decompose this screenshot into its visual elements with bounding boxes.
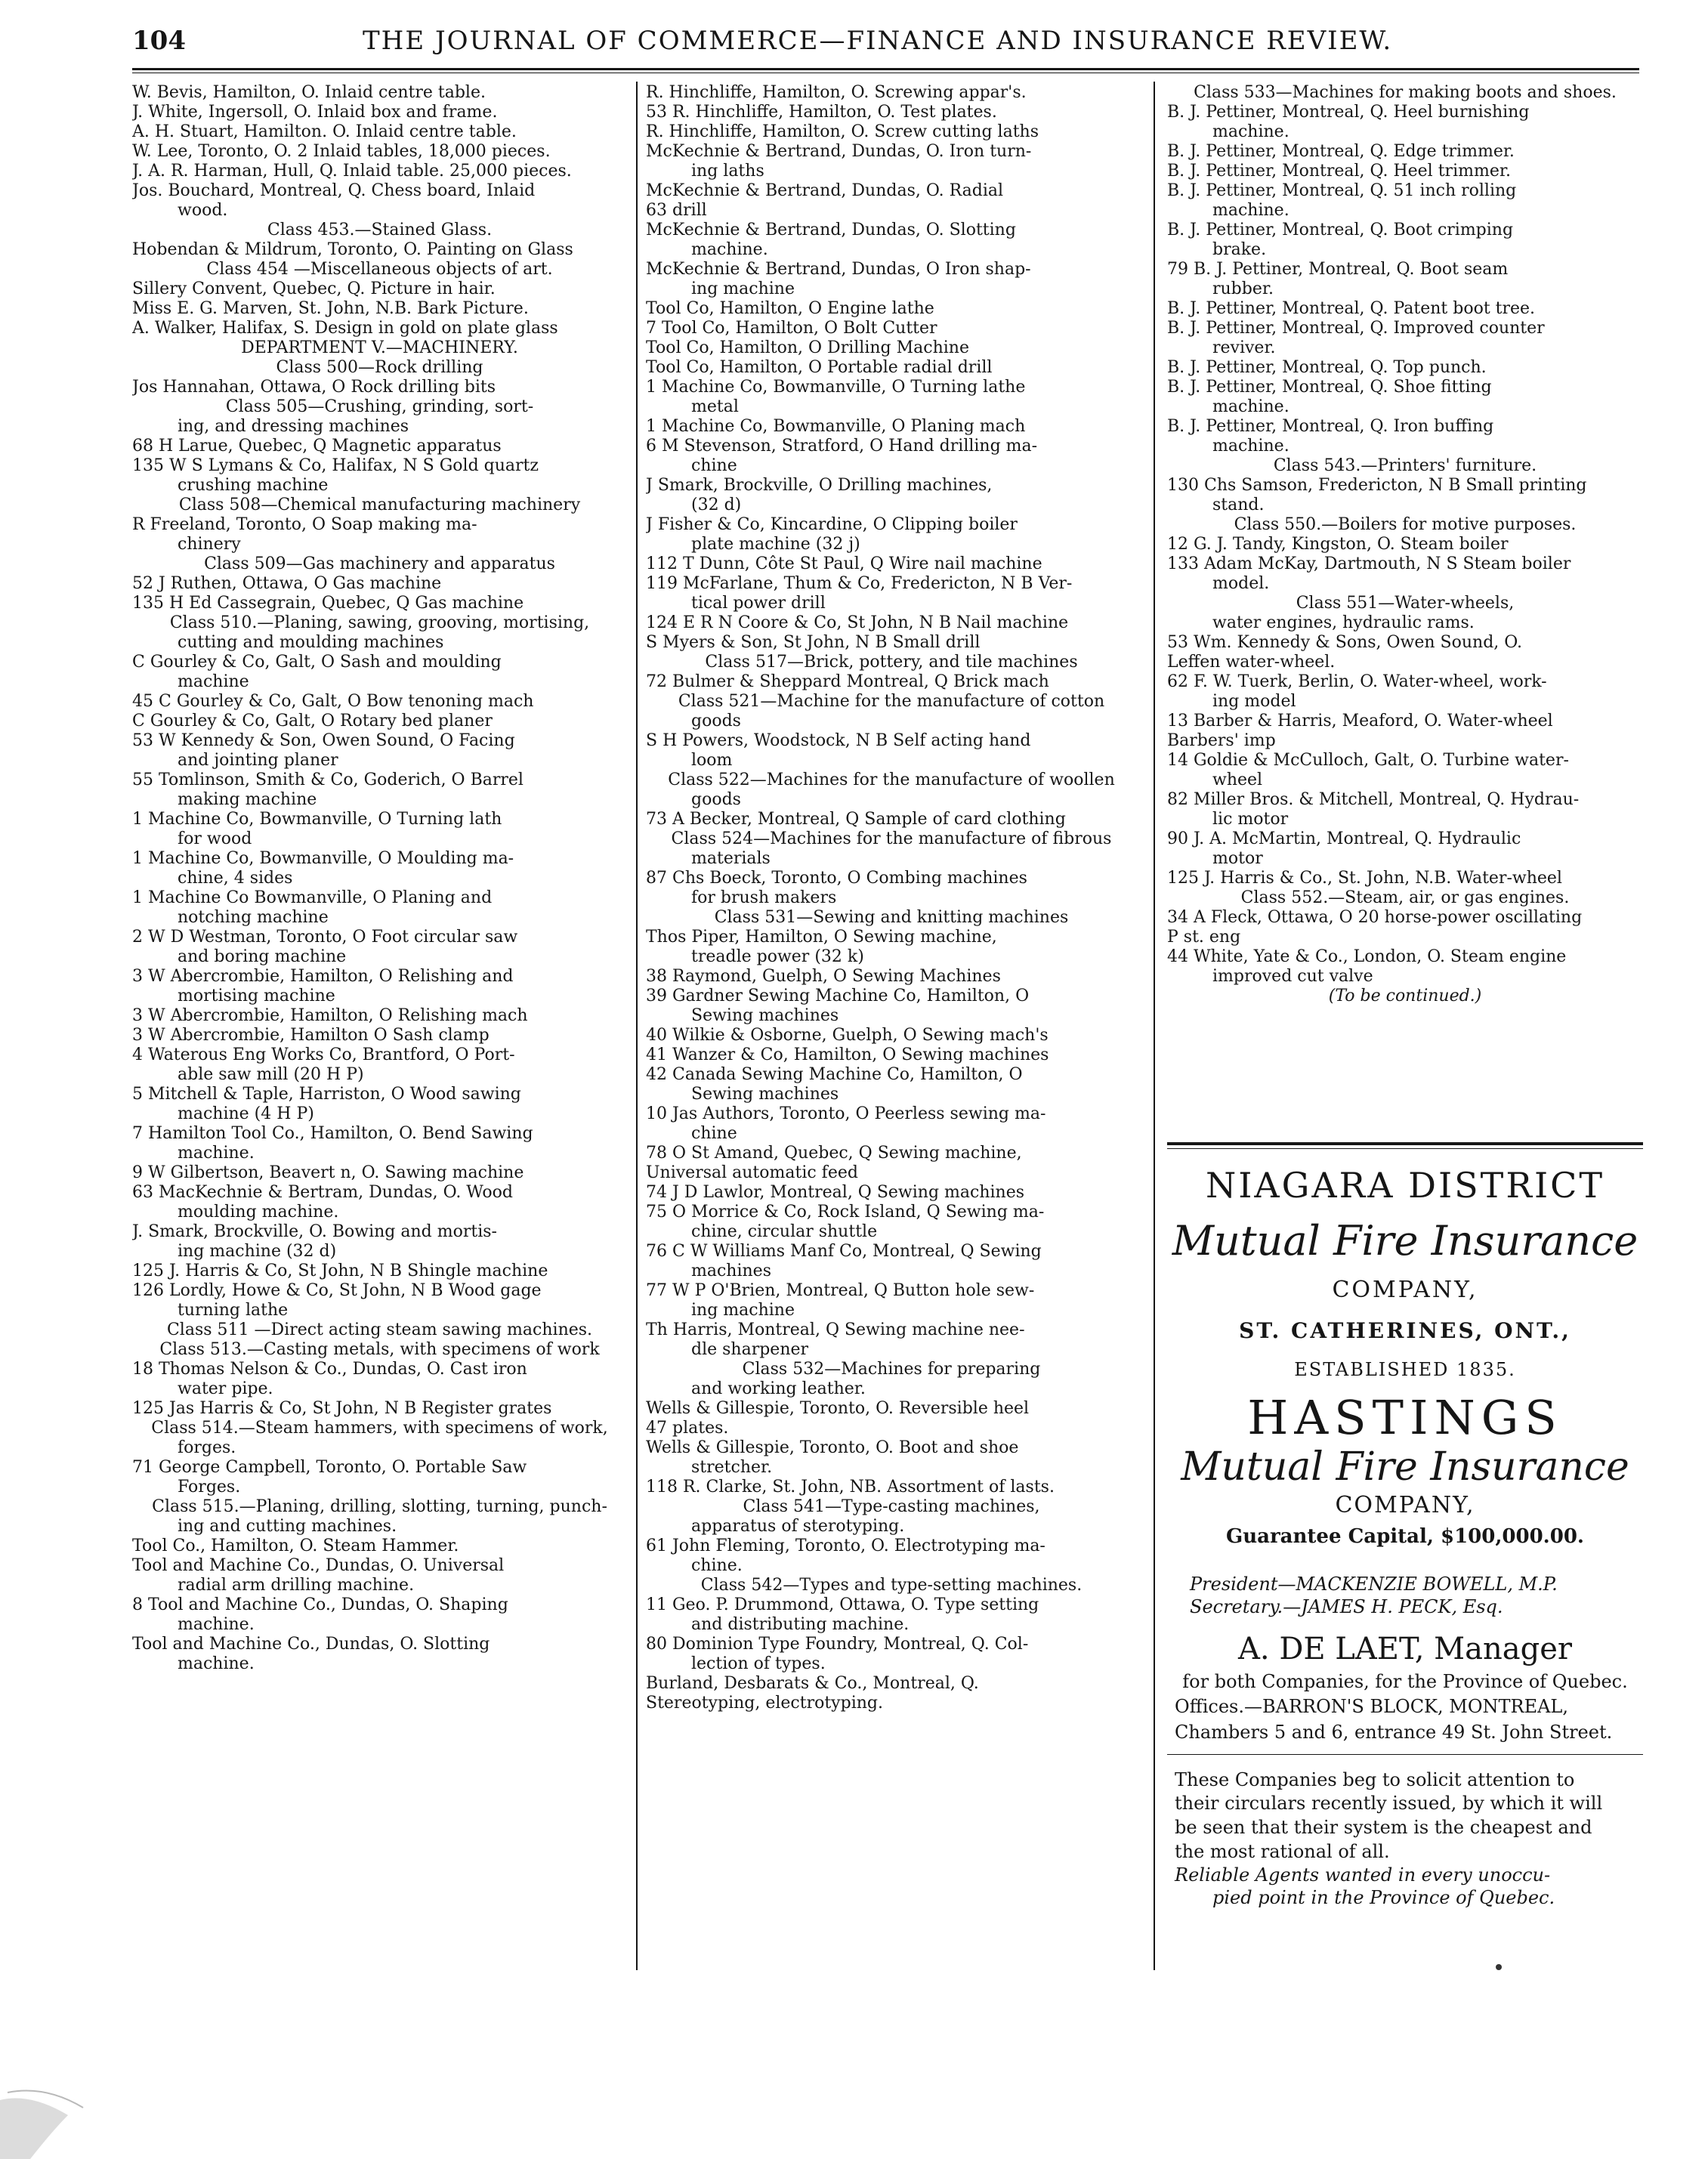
text-line: Class 500—Rock drilling xyxy=(276,358,483,377)
text-line: 61 John Fleming, Toronto, O. Electrotyping ma- xyxy=(646,1537,1045,1555)
text-line: 55 Tomlinson, Smith & Co, Goderich, O Barrel xyxy=(132,771,524,789)
text-line: S H Powers, Woodstock, N B Self acting hand xyxy=(646,731,1031,750)
text-line: 90 J. A. McMartin, Montreal, Q. Hydraulic xyxy=(1167,829,1521,848)
text-line: B. J. Pettiner, Montreal, Q. Shoe fitting xyxy=(1167,378,1492,397)
column-divider-1 xyxy=(636,82,638,1970)
text-line: A. Walker, Halifax, S. Design in gold on plate glass xyxy=(132,319,558,338)
text-line: Class 521—Machine for the manufacture of cotton xyxy=(678,692,1105,711)
text-line: B. J. Pettiner, Montreal, Q. Top punch. xyxy=(1167,358,1487,377)
text-line: Class 509—Gas machinery and apparatus xyxy=(204,554,555,573)
ad-president: President—MACKENZIE BOWELL, M.P. xyxy=(1190,1574,1558,1595)
text-line: 75 O Morrice & Co, Rock Island, Q Sewing ma- xyxy=(646,1203,1045,1222)
text-line: McKechnie & Bertrand, Dundas, O. Iron turn- xyxy=(646,142,1032,161)
text-line: Sillery Convent, Quebec, Q. Picture in hair. xyxy=(132,280,496,298)
text-line: Burland, Desbarats & Co., Montreal, Q. xyxy=(646,1674,979,1693)
text-line: 125 J. Harris & Co., St. John, N.B. Water-wheel xyxy=(1167,869,1562,888)
text-line: machine. xyxy=(178,1654,255,1673)
text-line: notching machine xyxy=(178,908,329,927)
text-line: model. xyxy=(1212,574,1270,593)
text-line: B. J. Pettiner, Montreal, Q. Improved counter xyxy=(1167,319,1545,338)
text-line: 1 Machine Co, Bowmanville, O Turning lathe xyxy=(646,378,1026,397)
ad-chambers: Chambers 5 and 6, entrance 49 St. John Street. xyxy=(1175,1722,1613,1743)
text-line: wood. xyxy=(178,201,228,220)
text-line: 1 Machine Co Bowmanville, O Planing and xyxy=(132,888,493,907)
ad-capital: Guarantee Capital, $100,000.00. xyxy=(1226,1525,1584,1548)
text-line: machine. xyxy=(1212,437,1289,456)
text-line: 62 F. W. Tuerk, Berlin, O. Water-wheel, work- xyxy=(1167,672,1547,691)
text-line: Class 541—Type-casting machines, xyxy=(743,1497,1040,1516)
text-line: 87 Chs Boeck, Toronto, O Combing machines xyxy=(646,869,1027,888)
text-line: reviver. xyxy=(1212,338,1276,357)
text-line: machine. xyxy=(178,1144,255,1163)
text-line: water pipe. xyxy=(178,1379,273,1398)
text-line: water engines, hydraulic rams. xyxy=(1212,613,1475,632)
paper-stain-mark xyxy=(0,2070,98,2159)
text-line: R Freeland, Toronto, O Soap making ma- xyxy=(132,515,477,534)
text-line: 78 O St Amand, Quebec, Q Sewing machine, xyxy=(646,1144,1022,1163)
text-line: R. Hinchliffe, Hamilton, O. Screwing appar's. xyxy=(646,83,1027,102)
text-line: stand. xyxy=(1212,496,1265,514)
page-number: 104 xyxy=(132,26,186,56)
text-line: 52 J Ruthen, Ottawa, O Gas machine xyxy=(132,574,442,593)
text-line: brake. xyxy=(1212,240,1267,259)
text-line: Universal automatic feed xyxy=(646,1163,858,1182)
text-line: loom xyxy=(691,751,733,770)
text-line: motor xyxy=(1212,849,1263,868)
ad-agents-1: Reliable Agents wanted in every unoccu- xyxy=(1175,1864,1551,1886)
text-line: 53 R. Hinchliffe, Hamilton, O. Test plates. xyxy=(646,103,997,122)
text-line: rubber. xyxy=(1212,280,1274,298)
text-line: and distributing machine. xyxy=(691,1615,910,1634)
text-line: ing laths xyxy=(691,162,764,181)
text-line: machine. xyxy=(691,240,768,259)
text-line: mortising machine xyxy=(178,987,335,1005)
text-line: and boring machine xyxy=(178,947,347,966)
text-line: 126 Lordly, Howe & Co, St John, N B Wood gage xyxy=(132,1281,542,1300)
text-line: 3 W Abercrombie, Hamilton O Sash clamp xyxy=(132,1026,490,1045)
text-line: Tool Co, Hamilton, O Portable radial drill xyxy=(646,358,993,377)
column-left xyxy=(132,83,627,1674)
text-line: 1 Machine Co, Bowmanville, O Turning lath xyxy=(132,810,502,829)
header-rule xyxy=(132,68,1639,70)
text-line: Wells & Gillespie, Toronto, O. Boot and shoe xyxy=(646,1438,1019,1457)
text-line: S Myers & Son, St John, N B Small drill xyxy=(646,633,981,652)
ad-niagara-subtitle: Mutual Fire Insurance xyxy=(1172,1217,1639,1265)
text-line: 8 Tool and Machine Co., Dundas, O. Shaping xyxy=(132,1595,508,1614)
text-line: 135 H Ed Cassegrain, Quebec, Q Gas machine xyxy=(132,594,524,613)
text-line: W. Lee, Toronto, O. 2 Inlaid tables, 18,000 pieces. xyxy=(132,142,551,161)
text-line: McKechnie & Bertrand, Dundas, O. Radial xyxy=(646,181,1004,200)
text-line: 74 J D Lawlor, Montreal, Q Sewing machines xyxy=(646,1183,1025,1202)
ad-secretary: Secretary.—JAMES H. PECK, Esq. xyxy=(1190,1596,1503,1617)
text-line: metal xyxy=(691,397,739,416)
ad-for-both: for both Companies, for the Province of Quebec. xyxy=(1182,1671,1628,1692)
text-line: 125 Jas Harris & Co, St John, N B Register grates xyxy=(132,1399,552,1418)
text-line: 44 White, Yate & Co., London, O. Steam engine xyxy=(1167,947,1567,966)
text-line: Sewing machines xyxy=(691,1085,839,1104)
text-line: 68 H Larue, Quebec, Q Magnetic apparatus xyxy=(132,437,502,456)
text-line: 12 G. J. Tandy, Kingston, O. Steam boiler xyxy=(1167,535,1509,554)
page-header xyxy=(132,26,1639,59)
text-line: chinery xyxy=(178,535,241,554)
text-line: Jos Hannahan, Ottawa, O Rock drilling bits xyxy=(132,378,496,397)
text-line: Thos Piper, Hamilton, O Sewing machine, xyxy=(646,928,997,947)
text-line: W. Bevis, Hamilton, O. Inlaid centre table. xyxy=(132,83,486,102)
text-line: Class 550.—Boilers for motive purposes. xyxy=(1234,515,1577,534)
text-line: apparatus of sterotyping. xyxy=(691,1517,905,1536)
text-line: 119 McFarlane, Thum & Co, Fredericton, N B Ver- xyxy=(646,574,1073,593)
text-line: dle sharpener xyxy=(691,1340,809,1359)
text-line: B. J. Pettiner, Montreal, Q. Heel burnishing xyxy=(1167,103,1530,122)
text-line: ing machine (32 d) xyxy=(178,1242,337,1261)
ad-manager: A. DE LAET, Manager xyxy=(1238,1632,1572,1666)
text-line: 63 MacKechnie & Bertram, Dundas, O. Wood xyxy=(132,1183,514,1202)
text-line: 73 A Becker, Montreal, Q Sample of card clothing xyxy=(646,810,1066,829)
text-line: Stereotyping, electrotyping. xyxy=(646,1694,883,1713)
text-line: J. White, Ingersoll, O. Inlaid box and frame. xyxy=(132,103,498,122)
ad-niagara-company: COMPANY, xyxy=(1332,1277,1478,1303)
text-line: machine. xyxy=(1212,201,1289,220)
text-line: chine. xyxy=(691,1556,743,1575)
text-line: 79 B. J. Pettiner, Montreal, Q. Boot seam xyxy=(1167,260,1509,279)
text-line: B. J. Pettiner, Montreal, Q. Boot crimping xyxy=(1167,221,1514,239)
text-line: 6 M Stevenson, Stratford, O Hand drilling ma- xyxy=(646,437,1038,456)
column-right xyxy=(1167,83,1643,1006)
text-line: Class 511 —Direct acting steam sawing machines. xyxy=(166,1320,593,1339)
text-line: goods xyxy=(691,790,741,809)
text-line: 41 Wanzer & Co, Hamilton, O Sewing machines xyxy=(646,1046,1049,1064)
text-line: Class 551—Water-wheels, xyxy=(1296,594,1515,613)
text-line: B. J. Pettiner, Montreal, Q. Heel trimmer. xyxy=(1167,162,1511,181)
text-line: J. Smark, Brockville, O. Bowing and mortis- xyxy=(132,1222,497,1241)
journal-title: THE JOURNAL OF COMMERCE—FINANCE AND INSURANCE REVIEW. xyxy=(363,26,1393,56)
text-line: chine xyxy=(691,456,737,475)
column-divider-2 xyxy=(1154,82,1155,1970)
ad-inner-rule xyxy=(1167,1754,1643,1755)
text-line: (To be continued.) xyxy=(1328,987,1482,1005)
text-line: ing model xyxy=(1212,692,1296,711)
text-line: 11 Geo. P. Drummond, Ottawa, O. Type setting xyxy=(646,1595,1039,1614)
text-line: C Gourley & Co, Galt, O Rotary bed planer xyxy=(132,712,493,730)
text-line: Leffen water-wheel. xyxy=(1167,653,1336,672)
text-line: Class 552.—Steam, air, or gas engines. xyxy=(1240,888,1570,907)
text-line: Tool Co, Hamilton, O Engine lathe xyxy=(646,299,934,318)
text-line: treadle power (32 k) xyxy=(691,947,864,966)
text-line: crushing machine xyxy=(178,476,329,495)
text-line: chine, 4 sides xyxy=(178,869,293,888)
ink-speck xyxy=(1496,1964,1502,1970)
text-line: Class 542—Types and type-setting machines. xyxy=(700,1576,1083,1595)
ad-offices: Offices.—BARRON'S BLOCK, MONTREAL, xyxy=(1175,1696,1568,1717)
text-line: ing machine xyxy=(691,1301,795,1320)
text-line: DEPARTMENT V.—MACHINERY. xyxy=(241,338,518,357)
text-line: B. J. Pettiner, Montreal, Q. 51 inch rolling xyxy=(1167,181,1517,200)
text-line: machine (4 H P) xyxy=(178,1104,314,1123)
ad-body-3: be seen that their system is the cheapest and xyxy=(1175,1817,1592,1838)
ad-established: ESTABLISHED 1835. xyxy=(1294,1359,1516,1380)
text-line: 45 C Gourley & Co, Galt, O Bow tenoning mach xyxy=(132,692,534,711)
ad-hastings-subtitle: Mutual Fire Insurance xyxy=(1181,1444,1629,1490)
text-line: 38 Raymond, Guelph, O Sewing Machines xyxy=(646,967,1001,986)
ad-body-2: their circulars recently issued, by which it will xyxy=(1175,1793,1603,1814)
text-line: 18 Thomas Nelson & Co., Dundas, O. Cast iron xyxy=(132,1360,527,1379)
ad-top-rule xyxy=(1167,1142,1643,1145)
text-line: 9 W Gilbertson, Beavert n, O. Sawing machine xyxy=(132,1163,524,1182)
text-line: for brush makers xyxy=(691,888,837,907)
text-line: 47 plates. xyxy=(646,1419,729,1438)
text-line: 63 drill xyxy=(646,201,707,220)
column-middle xyxy=(646,83,1137,1713)
text-line: 4 Waterous Eng Works Co, Brantford, O Port- xyxy=(132,1046,515,1064)
text-line: Tool Co., Hamilton, O. Steam Hammer. xyxy=(132,1537,459,1555)
text-line: Class 453.—Stained Glass. xyxy=(267,221,493,239)
text-line: A. H. Stuart, Hamilton. O. Inlaid centre table. xyxy=(132,122,517,141)
text-line: P st. eng xyxy=(1167,928,1241,947)
ad-location: ST. CATHERINES, ONT., xyxy=(1239,1318,1571,1343)
text-line: 10 Jas Authors, Toronto, O Peerless sewing ma- xyxy=(646,1104,1046,1123)
text-line: 53 W Kennedy & Son, Owen Sound, O Facing xyxy=(132,731,515,750)
text-line: Hobendan & Mildrum, Toronto, O. Painting on Glass xyxy=(132,240,573,259)
text-line: wheel xyxy=(1212,771,1263,789)
text-line: ing, and dressing machines xyxy=(178,417,409,436)
text-line: Th Harris, Montreal, Q Sewing machine nee- xyxy=(646,1320,1025,1339)
text-line: lic motor xyxy=(1212,810,1289,829)
text-line: Class 513.—Casting metals, with specimens of work xyxy=(159,1340,600,1359)
text-line: moulding machine. xyxy=(178,1203,339,1222)
text-line: radial arm drilling machine. xyxy=(178,1576,415,1595)
text-line: ing and cutting machines. xyxy=(178,1517,397,1536)
text-line: Class 510.—Planing, sawing, grooving, mortising, xyxy=(169,613,590,632)
text-line: J. A. R. Harman, Hull, Q. Inlaid table. 25,000 pieces. xyxy=(132,162,572,181)
text-line: McKechnie & Bertrand, Dundas, O. Slotting xyxy=(646,221,1016,239)
text-line: 2 W D Westman, Toronto, O Foot circular saw xyxy=(132,928,518,947)
text-line: 1 Machine Co, Bowmanville, O Moulding ma- xyxy=(132,849,514,868)
text-line: C Gourley & Co, Galt, O Sash and moulding xyxy=(132,653,502,672)
text-line: Tool and Machine Co., Dundas, O. Slotting xyxy=(132,1635,490,1654)
text-line: B. J. Pettiner, Montreal, Q. Patent boot tree. xyxy=(1167,299,1536,318)
text-line: Class 517—Brick, pottery, and tile machines xyxy=(705,653,1078,672)
text-line: R. Hinchliffe, Hamilton, O. Screw cutting laths xyxy=(646,122,1039,141)
text-line: Tool Co, Hamilton, O Drilling Machine xyxy=(646,338,969,357)
text-line: and working leather. xyxy=(691,1379,866,1398)
text-line: goods xyxy=(691,712,741,730)
text-line: able saw mill (20 H P) xyxy=(178,1065,364,1084)
text-line: (32 d) xyxy=(691,496,742,514)
text-line: Forges. xyxy=(178,1478,241,1496)
text-line: ing machine xyxy=(691,280,795,298)
text-line: 5 Mitchell & Taple, Harriston, O Wood sawing xyxy=(132,1085,521,1104)
text-line: Barbers' imp xyxy=(1167,731,1276,750)
ad-hastings-title: HASTINGS xyxy=(1247,1390,1563,1445)
text-line: 53 Wm. Kennedy & Sons, Owen Sound, O. xyxy=(1167,633,1523,652)
text-line: Class 524—Machines for the manufacture of fibrous xyxy=(671,829,1112,848)
text-line: 118 R. Clarke, St. John, NB. Assortment of lasts. xyxy=(646,1478,1055,1496)
text-line: stretcher. xyxy=(691,1458,773,1477)
text-line: 3 W Abercrombie, Hamilton, O Relishing mach xyxy=(132,1006,528,1025)
text-line: plate machine (32 j) xyxy=(691,535,860,554)
ad-hastings-company: COMPANY, xyxy=(1335,1492,1475,1518)
text-line: 14 Goldie & McCulloch, Galt, O. Turbine water- xyxy=(1167,751,1569,770)
text-line: turning lathe xyxy=(178,1301,289,1320)
text-line: B. J. Pettiner, Montreal, Q. Edge trimmer. xyxy=(1167,142,1515,161)
text-line: 135 W S Lymans & Co, Halifax, N S Gold quartz xyxy=(132,456,539,475)
ad-top-rule-thin xyxy=(1167,1148,1643,1149)
text-line: 39 Gardner Sewing Machine Co, Hamilton, O xyxy=(646,987,1030,1005)
text-line: 1 Machine Co, Bowmanville, O Planing mach xyxy=(646,417,1026,436)
text-line: 124 E R N Coore & Co, St John, N B Nail machine xyxy=(646,613,1069,632)
text-line: cutting and moulding machines xyxy=(178,633,444,652)
text-line: machine. xyxy=(1212,122,1289,141)
text-line: Class 533—Machines for making boots and shoes. xyxy=(1194,83,1617,102)
text-line: B. J. Pettiner, Montreal, Q. Iron buffing xyxy=(1167,417,1494,436)
text-line: Class 505—Crushing, grinding, sort- xyxy=(225,397,534,416)
text-line: materials xyxy=(691,849,771,868)
text-line: forges. xyxy=(178,1438,236,1457)
text-line: machines xyxy=(691,1262,771,1280)
text-line: Class 514.—Steam hammers, with specimens of work, xyxy=(151,1419,608,1438)
text-line: 34 A Fleck, Ottawa, O 20 horse-power oscillating xyxy=(1167,908,1583,927)
text-line: lection of types. xyxy=(691,1654,826,1673)
insurance-advertisement xyxy=(1167,1163,1643,1909)
ad-agents-2: pied point in the Province of Quebec. xyxy=(1212,1887,1555,1908)
text-line: 80 Dominion Type Foundry, Montreal, Q. Col- xyxy=(646,1635,1029,1654)
text-line: 13 Barber & Harris, Meaford, O. Water-wheel xyxy=(1167,712,1553,730)
text-line: J Fisher & Co, Kincardine, O Clipping boiler xyxy=(646,515,1018,534)
text-line: 71 George Campbell, Toronto, O. Portable Saw xyxy=(132,1458,527,1477)
text-line: chine xyxy=(691,1124,737,1143)
text-line: 82 Miller Bros. & Mitchell, Montreal, Q. Hydrau- xyxy=(1167,790,1580,809)
text-line: machine. xyxy=(1212,397,1289,416)
text-line: 77 W P O'Brien, Montreal, Q Button hole sew- xyxy=(646,1281,1035,1300)
text-line: 130 Chs Samson, Fredericton, N B Small printing xyxy=(1167,476,1587,495)
text-line: Class 522—Machines for the manufacture of woollen xyxy=(668,771,1115,789)
ad-niagara-title: NIAGARA DISTRICT xyxy=(1205,1165,1605,1206)
text-line: Tool and Machine Co., Dundas, O. Universal xyxy=(132,1556,505,1575)
text-line: 72 Bulmer & Sheppard Montreal, Q Brick mach xyxy=(646,672,1049,691)
ad-body-4: the most rational of all. xyxy=(1175,1841,1390,1862)
text-line: 7 Tool Co, Hamilton, O Bolt Cutter xyxy=(646,319,937,338)
text-line: tical power drill xyxy=(691,594,826,613)
text-line: 112 T Dunn, Côte St Paul, Q Wire nail machine xyxy=(646,554,1042,573)
ad-body-1: These Companies beg to solicit attention to xyxy=(1175,1769,1575,1790)
text-line: Jos. Bouchard, Montreal, Q. Chess board, Inlaid xyxy=(132,181,536,200)
text-line: Miss E. G. Marven, St. John, N.B. Bark Picture. xyxy=(132,299,529,318)
text-line: chine, circular shuttle xyxy=(691,1222,878,1241)
text-line: Class 531—Sewing and knitting machines xyxy=(714,908,1069,927)
text-line: for wood xyxy=(178,829,252,848)
text-line: 133 Adam McKay, Dartmouth, N S Steam boiler xyxy=(1167,554,1571,573)
text-line: 3 W Abercrombie, Hamilton, O Relishing and xyxy=(132,967,514,986)
text-line: 40 Wilkie & Osborne, Guelph, O Sewing mach's xyxy=(646,1026,1049,1045)
text-line: Class 508—Chemical manufacturing machinery xyxy=(178,496,581,514)
text-line: Wells & Gillespie, Toronto, O. Reversible heel xyxy=(646,1399,1030,1418)
text-line: 125 J. Harris & Co, St John, N B Shingle machine xyxy=(132,1262,548,1280)
text-line: Class 515.—Planing, drilling, slotting, turning, punch- xyxy=(152,1497,607,1516)
text-line: J Smark, Brockville, O Drilling machines, xyxy=(646,476,993,495)
text-line: 7 Hamilton Tool Co., Hamilton, O. Bend Sawing xyxy=(132,1124,533,1143)
text-line: 76 C W Williams Manf Co, Montreal, Q Sewing xyxy=(646,1242,1042,1261)
text-line: making machine xyxy=(178,790,317,809)
text-line: Class 532—Machines for preparing xyxy=(742,1360,1041,1379)
text-line: machine xyxy=(178,672,249,691)
text-line: machine. xyxy=(178,1615,255,1634)
text-line: McKechnie & Bertrand, Dundas, O Iron shap- xyxy=(646,260,1031,279)
text-line: Class 543.—Printers' furniture. xyxy=(1273,456,1537,475)
text-line: Class 454 —Miscellaneous objects of art. xyxy=(206,260,553,279)
text-line: and jointing planer xyxy=(178,751,338,770)
text-line: improved cut valve xyxy=(1212,967,1373,986)
text-line: 42 Canada Sewing Machine Co, Hamilton, O xyxy=(646,1065,1023,1084)
text-line: Sewing machines xyxy=(691,1006,839,1025)
